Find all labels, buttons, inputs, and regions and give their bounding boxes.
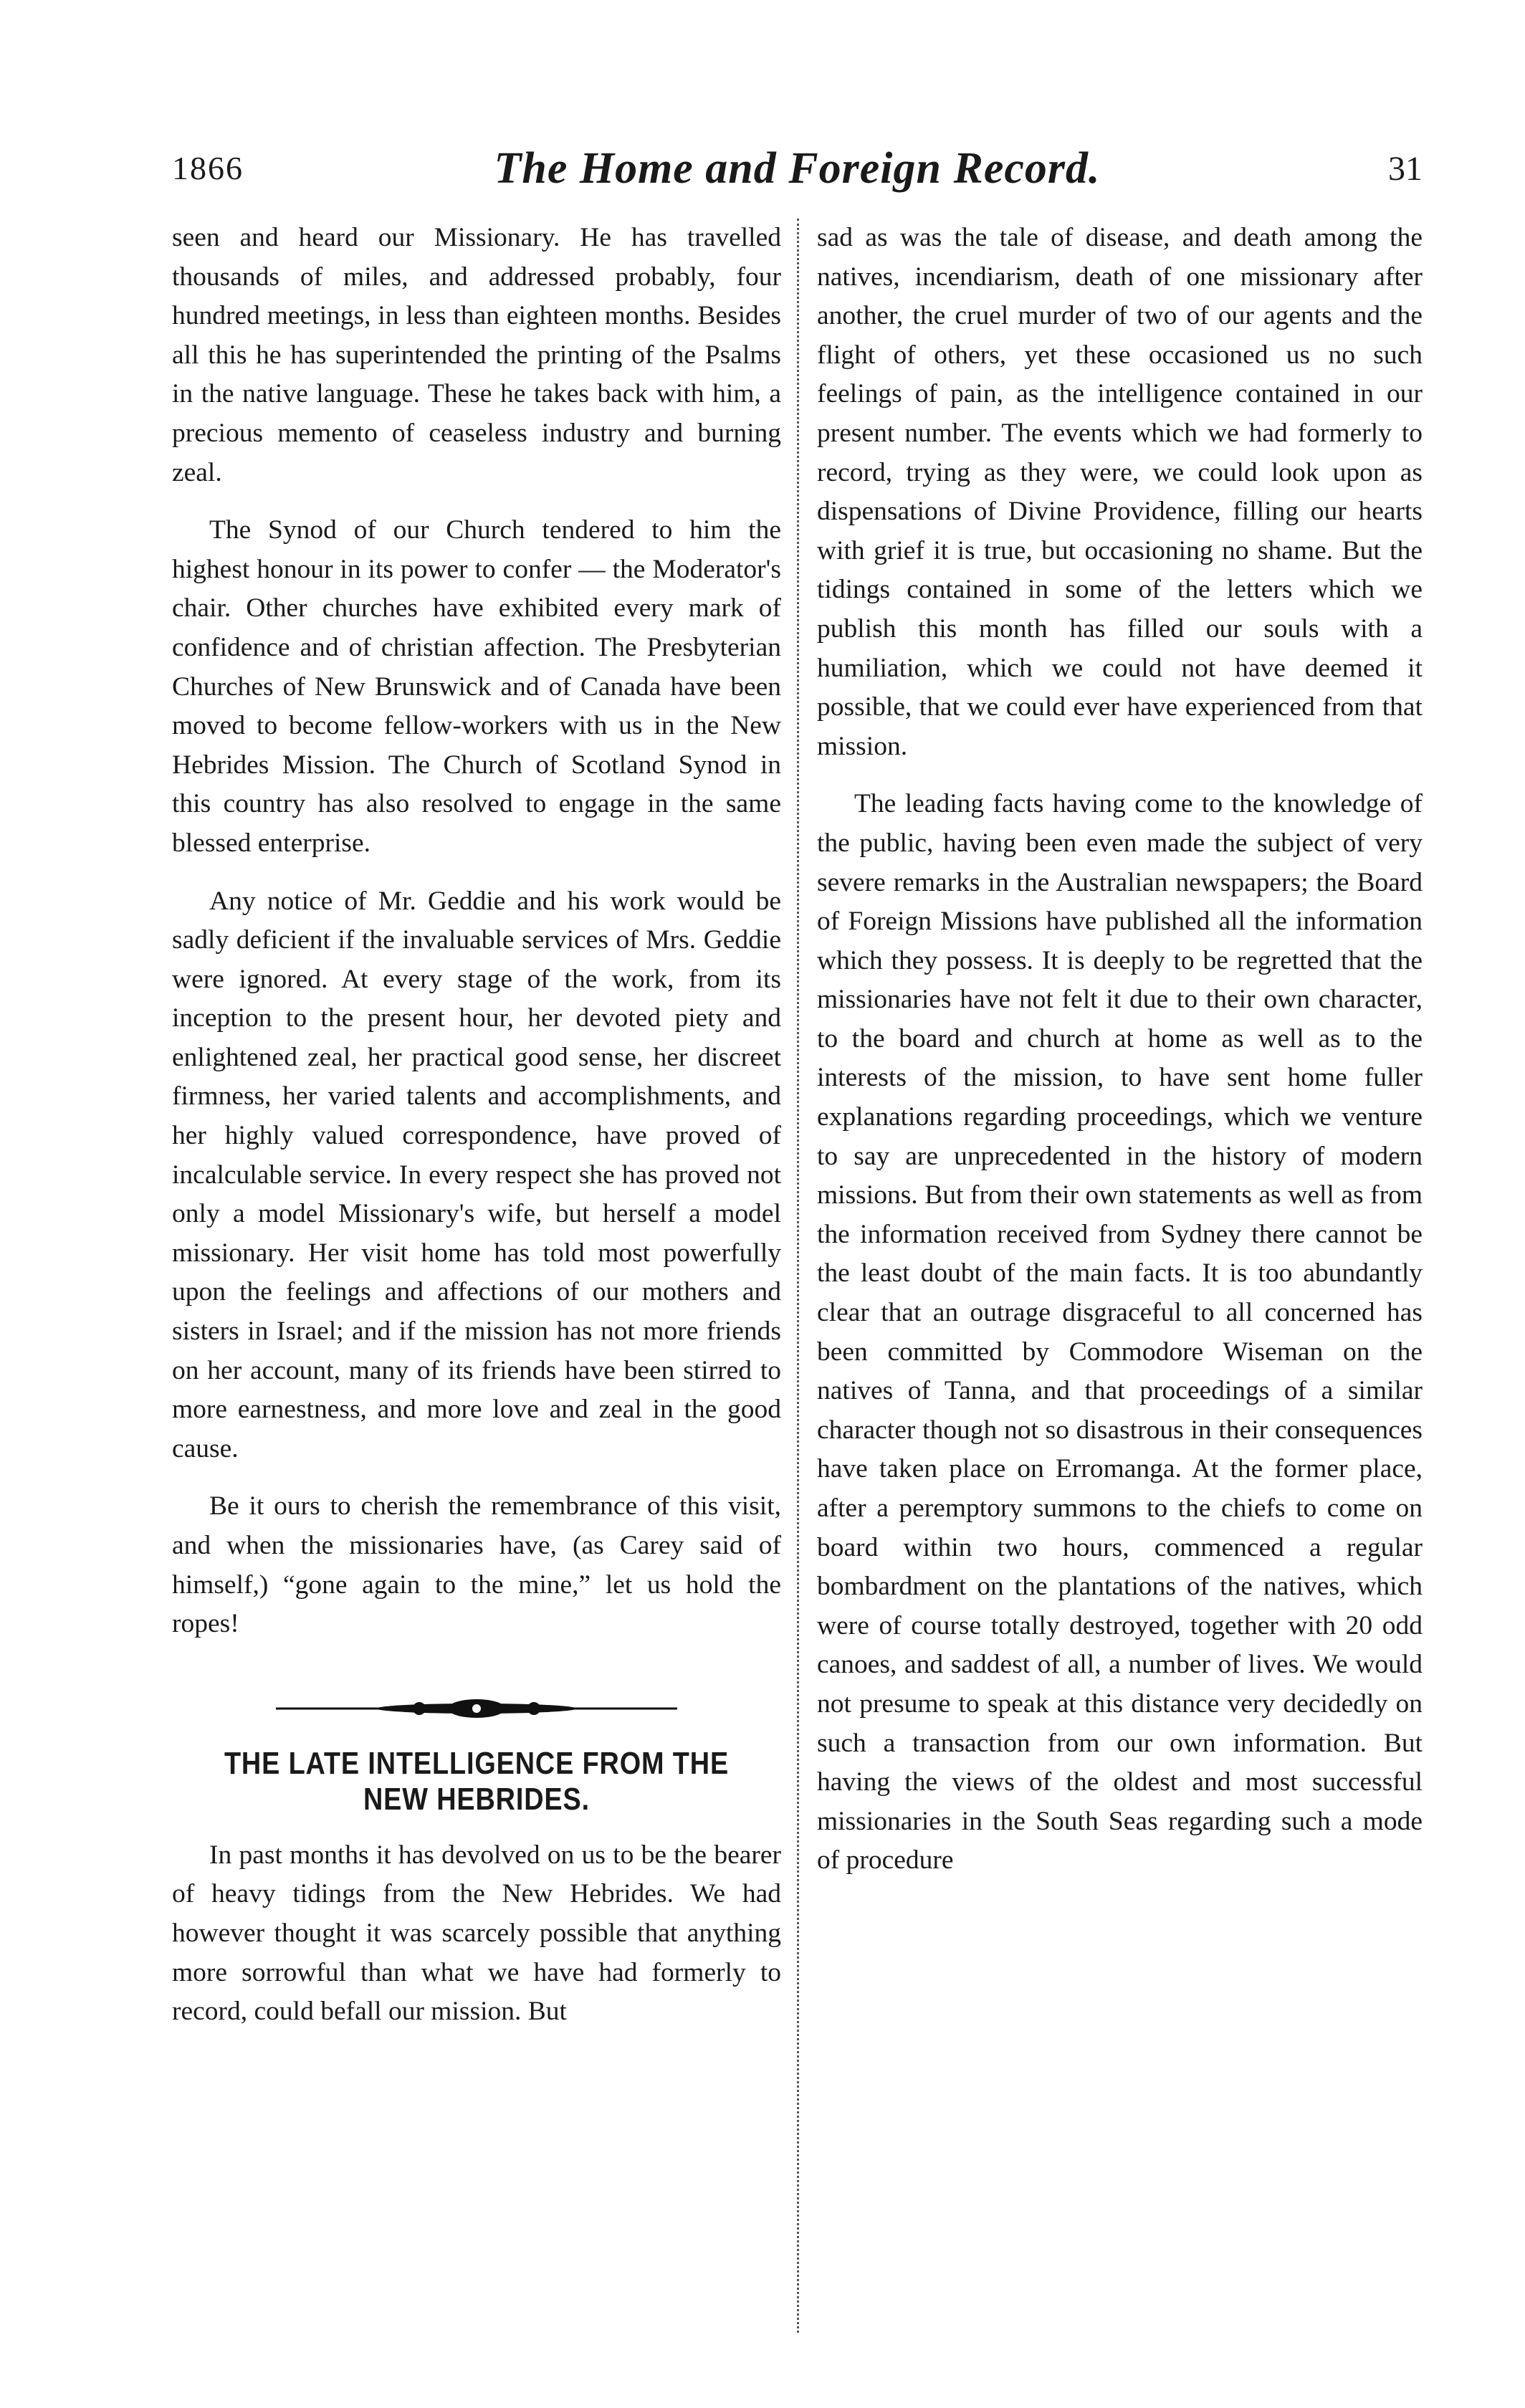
- section-heading: THE LATE INTELLIGENCE FROM THE NEW HEBRIDES.: [224, 1745, 730, 1817]
- publication-title: The Home and Foreign Record.: [494, 144, 1101, 193]
- paragraph: The Synod of our Church tendered to him the highest honour in its power to confer — the Moderator's chair. Other churches have exhibited every mark of confidence and of christian affection. The Presbyterian Churches of New Brunswick and of Canada have been moved to become fellow-workers with us in the New Hebrides Mission. The Church of Scotland Synod in this country has also resolved to engage in the same blessed enterprise.: [172, 515, 781, 858]
- paragraph: In past months it has devolved on us to be the bearer of heavy tidings from the New Hebrides. We had however thought it was scarcely possible that anything more sorrowful than what we have had formerly to record, could befall our mission. But: [172, 1840, 781, 2027]
- left-column: [172, 219, 781, 2032]
- ornament-divider: [276, 1694, 677, 1723]
- paragraph: seen and heard our Missionary. He has travelled thousands of miles, and addressed probably, four hundred meetings, in less than eighteen months. Besides all this he has superintended the printing of the Psalms in the native language. These he takes back with him, a precious memento of ceaseless industry and burning zeal.: [172, 223, 781, 487]
- page-header: [172, 143, 1423, 215]
- column-divider: [797, 219, 799, 2333]
- paragraph: Be it ours to cherish the remembrance of this visit, and when the missionaries have, (as Carey said of himself,) “gone again to the mine,” let us hold the ropes!: [172, 1491, 781, 1639]
- page-year: 1866: [172, 150, 244, 186]
- paragraph: The leading facts having come to the knowledge of the public, having been even made the subject of very severe remarks in the Australian newspapers; the Board of Foreign Missions have published all the information which they possess. It is deeply to be regretted that the missionaries have not felt it due to their own character, to the board and church at home as well as to the interests of the mission, to have sent home fuller explanations regarding proceedings, which we venture to say are unprecedented in the history of modern missions. But from their own statements as well as from the information received from Sydney there cannot be the least doubt of the main facts. It is too abundantly clear that an outrage disgraceful to all concerned has been committed by Commodore Wiseman on the natives of Tanna, and that proceedings of a similar character though not so disastrous in their consequences have taken place on Erromanga. At the former place, after a peremptory summons to the chiefs to come on board within two hours, commenced a regular bombardment on the plantations of the natives, which were of course totally destroyed, together with 20 odd canoes, and saddest of all, a number of lives. We would not presume to speak at this distance very decidedly on such a transaction from our own information. But having the views of the oldest and most successful missionaries in the South Seas regarding such a mode of procedure: [817, 789, 1423, 1876]
- right-column: [817, 219, 1423, 1881]
- paragraph: sad as was the tale of disease, and death among the natives, incendiarism, death of one missionary after another, the cruel murder of two of our agents and the flight of others, yet these occasioned us no such feelings of pain, as the intelligence contained in our present number. The events which we had formerly to record, trying as they were, we could look upon as dispensations of Divine Providence, filling our hearts with grief it is true, but occasioning no shame. But the tidings contained in some of the letters which we publish this month has filled our souls with a humiliation, which we could not have deemed it possible, that we could ever have experienced from that mission.: [817, 223, 1423, 761]
- paragraph: Any notice of Mr. Geddie and his work would be sadly deficient if the invaluable services of Mrs. Geddie were ignored. At every stage of the work, from its inception to the present hour, her devoted piety and enlightened zeal, her practical good sense, her discreet firmness, her varied talents and accomplishments, and her highly valued correspondence, have proved of incalculable service. In every respect she has proved not only a model Missionary's wife, but herself a model missionary. Her visit home has told most powerfully upon the feelings and affections of our mothers and sisters in Israel; and if the mission has not more friends on her account, many of its friends have been stirred to more earnestness, and more love and zeal in the good cause.: [172, 886, 781, 1463]
- page-number: 31: [1388, 150, 1423, 188]
